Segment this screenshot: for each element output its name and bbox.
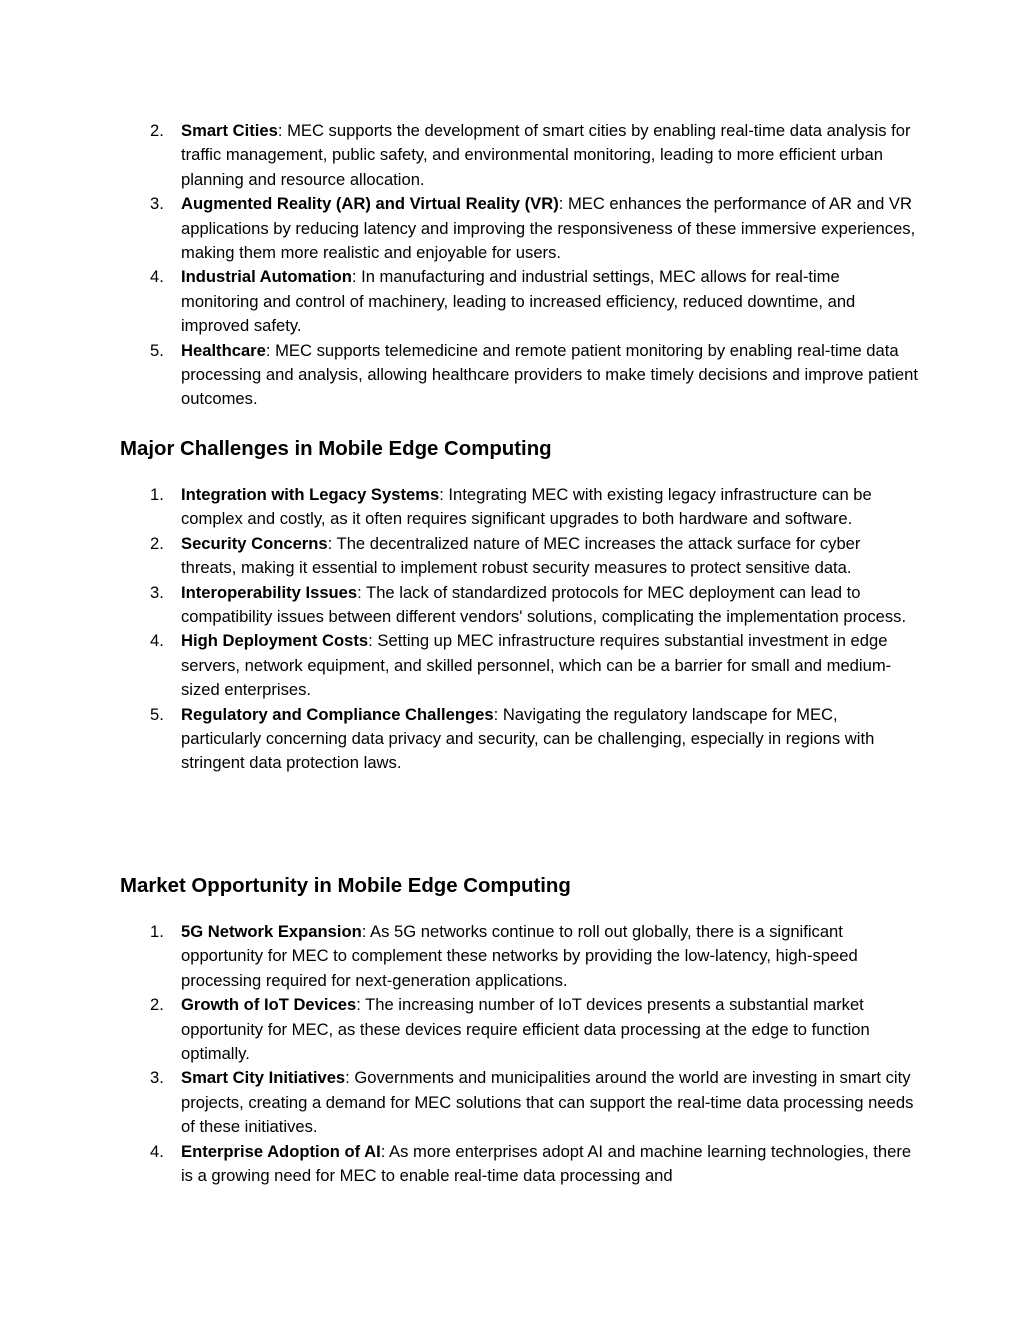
list-term: Smart Cities: [181, 121, 278, 140]
list-text: : Setting up MEC infrastructure requires substantial investment in edge servers, network equipment, and skilled personnel, which can be a barrier for small and medium-sized enterprises.: [181, 631, 892, 700]
market-list: [120, 920, 920, 1188]
list-number: 1.: [150, 485, 164, 504]
list-item: [120, 265, 920, 338]
list-item: [120, 1066, 920, 1139]
list-item: [120, 920, 920, 993]
list-item: [120, 1140, 920, 1189]
list-number: 2.: [150, 995, 164, 1015]
list-text: : The decentralized nature of MEC increases the attack surface for cyber threats, making it essential to implement robust security measures to protect sensitive data.: [181, 533, 861, 578]
list-term: Smart City Initiatives: [181, 1068, 346, 1088]
list-text: : As more enterprises adopt AI and machine learning technologies, there is a growing need for MEC to enable real-time data processing and: [181, 1141, 912, 1186]
list-number: 5.: [150, 704, 164, 724]
list-item: [120, 993, 920, 1066]
list-item: [120, 339, 920, 412]
use-cases-list: [120, 119, 920, 412]
list-term: Integration with Legacy Systems: [181, 485, 440, 504]
list-text: : Navigating the regulatory landscape for MEC, particularly concerning data privacy and security, can be challenging, especially in regions with stringent data protection laws.: [181, 704, 875, 773]
list-number: 4.: [150, 1141, 164, 1161]
list-text: : The lack of standardized protocols for MEC deployment can lead to compatibility issues between different vendors' solutions, complicating the implementation process.: [181, 582, 907, 627]
list-number: 3.: [150, 1068, 164, 1088]
list-text: : Integrating MEC with existing legacy infrastructure can be complex and costly, as it often requires significant upgrades to both hardware and software.: [181, 485, 872, 529]
list-text: : In manufacturing and industrial settings, MEC allows for real-time monitoring and control of machinery, leading to increased efficiency, reduced downtime, and improved safety.: [181, 267, 856, 336]
list-term: Security Concerns: [181, 533, 328, 553]
list-item: [120, 192, 920, 265]
list-item: [120, 119, 920, 192]
list-item: [120, 483, 920, 532]
list-text: : As 5G networks continue to roll out globally, there is a significant opportunity for MEC to complement these networks by providing the low-latency, high-speed processing required for next-generation applications.: [181, 922, 858, 990]
list-item: [120, 581, 920, 630]
list-text: : MEC supports the development of smart cities by enabling real-time data analysis for traffic management, public safety, and environmental monitoring, leading to more efficient urban planning and resource allocation.: [181, 121, 911, 189]
list-text: : The increasing number of IoT devices presents a substantial market opportunity for MEC, as these devices require efficient data processing at the edge to function optimally.: [181, 995, 870, 1064]
list-number: 4.: [150, 267, 164, 287]
list-text: : Governments and municipalities around the world are investing in smart city projects, creating a demand for MEC solutions that can support the real-time data processing needs of these initiatives.: [181, 1068, 914, 1137]
list-number: 4.: [150, 631, 164, 651]
list-number: 2.: [150, 533, 164, 553]
list-number: 3.: [150, 194, 164, 214]
list-term: Regulatory and Compliance Challenges: [181, 704, 494, 724]
list-term: Growth of IoT Devices: [181, 995, 357, 1015]
list-term: 5G Network Expansion: [181, 922, 362, 941]
list-term: Enterprise Adoption of AI: [181, 1141, 381, 1161]
list-item: [120, 629, 920, 702]
list-term: High Deployment Costs: [181, 631, 369, 651]
list-term: Augmented Reality (AR) and Virtual Reality (VR): [181, 194, 559, 214]
list-number: 5.: [150, 340, 164, 360]
list-item: [120, 532, 920, 581]
challenges-list: [120, 483, 920, 776]
list-text: : MEC supports telemedicine and remote patient monitoring by enabling real-time data processing and analysis, allowing healthcare providers to make timely decisions and improve patient outcomes.: [181, 340, 918, 409]
challenges-heading: Major Challenges in Mobile Edge Computing: [120, 438, 552, 460]
list-number: 2.: [150, 121, 164, 140]
market-heading: Market Opportunity in Mobile Edge Computing: [120, 875, 571, 897]
list-item: [120, 703, 920, 776]
list-term: Healthcare: [181, 340, 266, 360]
list-number: 3.: [150, 582, 164, 602]
list-number: 1.: [150, 922, 164, 941]
list-term: Industrial Automation: [181, 267, 352, 287]
list-term: Interoperability Issues: [181, 582, 358, 602]
list-text: : MEC enhances the performance of AR and VR applications by reducing latency and improving the responsiveness of these immersive experiences, making them more realistic and enjoyable for users.: [181, 194, 916, 263]
